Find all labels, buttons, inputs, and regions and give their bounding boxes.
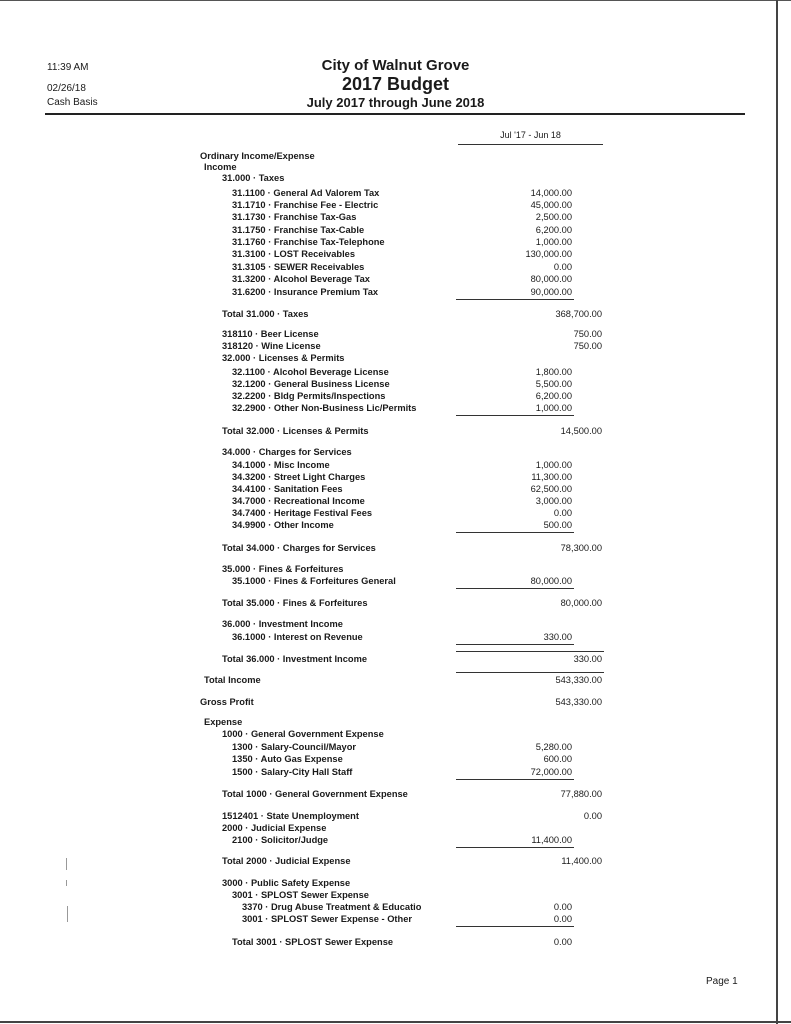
total-rule bbox=[456, 651, 604, 652]
line-amount: 5,500.00 bbox=[535, 379, 572, 389]
line-label: 31.1100 · General Ad Valorem Tax bbox=[232, 188, 380, 198]
line-label: 34.9900 · Other Income bbox=[232, 520, 334, 530]
page-border-bottom bbox=[0, 1021, 791, 1023]
line-label: 34.7400 · Heritage Festival Fees bbox=[232, 508, 373, 518]
line-label: Total Income bbox=[204, 675, 261, 685]
line-label: 31.1760 · Franchise Tax-Telephone bbox=[232, 237, 385, 247]
organization-name: City of Walnut Grove bbox=[321, 57, 470, 74]
total-amount: 330.00 bbox=[573, 654, 602, 664]
subtotal-rule bbox=[456, 532, 574, 533]
line-label: 1000 · General Government Expense bbox=[222, 729, 384, 739]
line-amount: 72,000.00 bbox=[530, 767, 572, 777]
line-label: 31.3105 · SEWER Receivables bbox=[232, 262, 365, 272]
line-label: Total 2000 · Judicial Expense bbox=[222, 856, 351, 866]
line-label: Total 31.000 · Taxes bbox=[222, 309, 309, 319]
line-label: 1500 · Salary-City Hall Staff bbox=[232, 767, 353, 777]
total-amount: 543,330.00 bbox=[555, 675, 602, 685]
line-label: Income bbox=[204, 162, 237, 172]
line-amount: 11,300.00 bbox=[531, 472, 572, 482]
line-label: 35.000 · Fines & Forfeitures bbox=[222, 564, 344, 574]
line-label: 3000 · Public Safety Expense bbox=[222, 878, 351, 888]
line-amount: 1,000.00 bbox=[535, 237, 572, 247]
line-label: Total 32.000 · Licenses & Permits bbox=[222, 426, 369, 436]
page-number: Page 1 bbox=[706, 976, 738, 987]
line-label: Total 34.000 · Charges for Services bbox=[222, 543, 376, 553]
report-title: 2017 Budget bbox=[341, 74, 450, 94]
line-amount: 130,000.00 bbox=[525, 249, 572, 259]
line-amount: 6,200.00 bbox=[535, 225, 572, 235]
subtotal-rule bbox=[456, 926, 574, 927]
line-label: 34.7000 · Recreational Income bbox=[232, 496, 365, 506]
subtotal-rule bbox=[456, 779, 574, 780]
column-header-rule bbox=[458, 144, 603, 145]
report-date: 02/26/18 bbox=[47, 83, 86, 94]
line-label: 3001 · SPLOST Sewer Expense - Other bbox=[242, 914, 412, 924]
line-amount: 0.00 bbox=[553, 902, 572, 912]
total-amount: 78,300.00 bbox=[560, 543, 602, 553]
line-label: 32.1200 · General Business License bbox=[232, 379, 390, 389]
line-label: 31.000 · Taxes bbox=[222, 173, 285, 183]
line-amount: 0.00 bbox=[553, 914, 572, 924]
page-border-right bbox=[776, 0, 778, 1024]
line-amount: 80,000.00 bbox=[530, 274, 572, 284]
line-label: 2100 · Solicitor/Judge bbox=[232, 835, 329, 845]
subtotal-rule bbox=[456, 588, 574, 589]
line-label: 32.2900 · Other Non-Business Lic/Permits bbox=[232, 403, 417, 413]
line-amount: 0.00 bbox=[553, 262, 572, 272]
line-label: 31.1730 · Franchise Tax-Gas bbox=[232, 212, 357, 222]
total-amount: 750.00 bbox=[573, 329, 602, 339]
total-amount: 14,500.00 bbox=[560, 426, 602, 436]
line-label: Total 3001 · SPLOST Sewer Expense bbox=[232, 937, 394, 947]
line-amount: 45,000.00 bbox=[530, 200, 572, 210]
total-amount: 77,880.00 bbox=[560, 789, 602, 799]
line-amount: 600.00 bbox=[543, 754, 572, 764]
line-label: 34.1000 · Misc Income bbox=[232, 460, 330, 470]
line-amount: 1,000.00 bbox=[535, 460, 572, 470]
line-label: 31.3100 · LOST Receivables bbox=[232, 249, 355, 259]
line-label: 318110 · Beer License bbox=[222, 329, 319, 339]
report-time: 11:39 AM bbox=[47, 62, 89, 73]
line-label: 1300 · Salary-Council/Mayor bbox=[232, 742, 357, 752]
line-label: Total 36.000 · Investment Income bbox=[222, 654, 368, 664]
line-amount: 2,500.00 bbox=[535, 212, 572, 222]
line-label: 36.1000 · Interest on Revenue bbox=[232, 632, 363, 642]
line-label: 318120 · Wine License bbox=[222, 341, 321, 351]
line-label: 3370 · Drug Abuse Treatment & Educatio bbox=[242, 902, 422, 912]
line-label: 34.000 · Charges for Services bbox=[222, 447, 352, 457]
line-label: 31.6200 · Insurance Premium Tax bbox=[232, 287, 379, 297]
line-amount: 3,000.00 bbox=[535, 496, 572, 506]
line-label: 32.2200 · Bldg Permits/Inspections bbox=[232, 391, 386, 401]
line-label: Expense bbox=[204, 717, 243, 727]
line-label: 35.1000 · Fines & Forfeitures General bbox=[232, 576, 396, 586]
line-amount: 80,000.00 bbox=[530, 576, 572, 586]
header-rule bbox=[45, 113, 745, 115]
subtotal-rule bbox=[456, 299, 574, 300]
subtotal-rule bbox=[456, 847, 574, 848]
line-label: Gross Profit bbox=[200, 697, 254, 707]
total-amount: 0.00 bbox=[583, 811, 602, 821]
scan-mark bbox=[67, 906, 68, 922]
total-amount: 750.00 bbox=[573, 341, 602, 351]
line-label: 2000 · Judicial Expense bbox=[222, 823, 327, 833]
line-label: 1512401 · State Unemployment bbox=[222, 811, 359, 821]
total-amount: 543,330.00 bbox=[555, 697, 602, 707]
report-basis: Cash Basis bbox=[47, 97, 98, 108]
total-amount: 368,700.00 bbox=[555, 309, 602, 319]
line-amount: 11,400.00 bbox=[531, 835, 572, 845]
line-amount: 6,200.00 bbox=[535, 391, 572, 401]
line-amount: 1,800.00 bbox=[535, 367, 572, 377]
line-label: 3001 · SPLOST Sewer Expense bbox=[232, 890, 369, 900]
line-amount: 500.00 bbox=[543, 520, 572, 530]
line-label: 34.3200 · Street Light Charges bbox=[232, 472, 366, 482]
subtotal-rule bbox=[456, 644, 574, 645]
report-period: July 2017 through June 2018 bbox=[306, 95, 485, 110]
line-label: 31.1750 · Franchise Tax-Cable bbox=[232, 225, 365, 235]
line-label: Total 35.000 · Fines & Forfeitures bbox=[222, 598, 368, 608]
line-label: Total 1000 · General Government Expense bbox=[222, 789, 408, 799]
line-amount: 0.00 bbox=[553, 508, 572, 518]
total-amount: 80,000.00 bbox=[560, 598, 602, 608]
subtotal-rule bbox=[456, 415, 574, 416]
line-amount: 90,000.00 bbox=[530, 287, 572, 297]
line-amount: 5,280.00 bbox=[535, 742, 572, 752]
total-amount: 11,400.00 bbox=[561, 856, 602, 866]
column-header: Jul '17 - Jun 18 bbox=[500, 130, 561, 140]
line-label: 36.000 · Investment Income bbox=[222, 619, 343, 629]
line-label: 32.000 · Licenses & Permits bbox=[222, 353, 345, 363]
line-label: 32.1100 · Alcohol Beverage License bbox=[232, 367, 389, 377]
line-label: Ordinary Income/Expense bbox=[200, 151, 315, 161]
line-amount: 14,000.00 bbox=[530, 188, 572, 198]
scan-mark bbox=[66, 880, 67, 886]
line-label: 31.3200 · Alcohol Beverage Tax bbox=[232, 274, 370, 284]
line-amount: 1,000.00 bbox=[535, 403, 572, 413]
page-border-top bbox=[0, 0, 791, 1]
total-rule bbox=[456, 672, 604, 673]
line-label: 34.4100 · Sanitation Fees bbox=[232, 484, 343, 494]
line-amount: 0.00 bbox=[553, 937, 572, 947]
line-label: 31.1710 · Franchise Fee - Electric bbox=[232, 200, 379, 210]
line-amount: 62,500.00 bbox=[530, 484, 572, 494]
line-amount: 330.00 bbox=[543, 632, 572, 642]
scan-mark bbox=[66, 858, 67, 870]
line-label: 1350 · Auto Gas Expense bbox=[232, 754, 343, 764]
